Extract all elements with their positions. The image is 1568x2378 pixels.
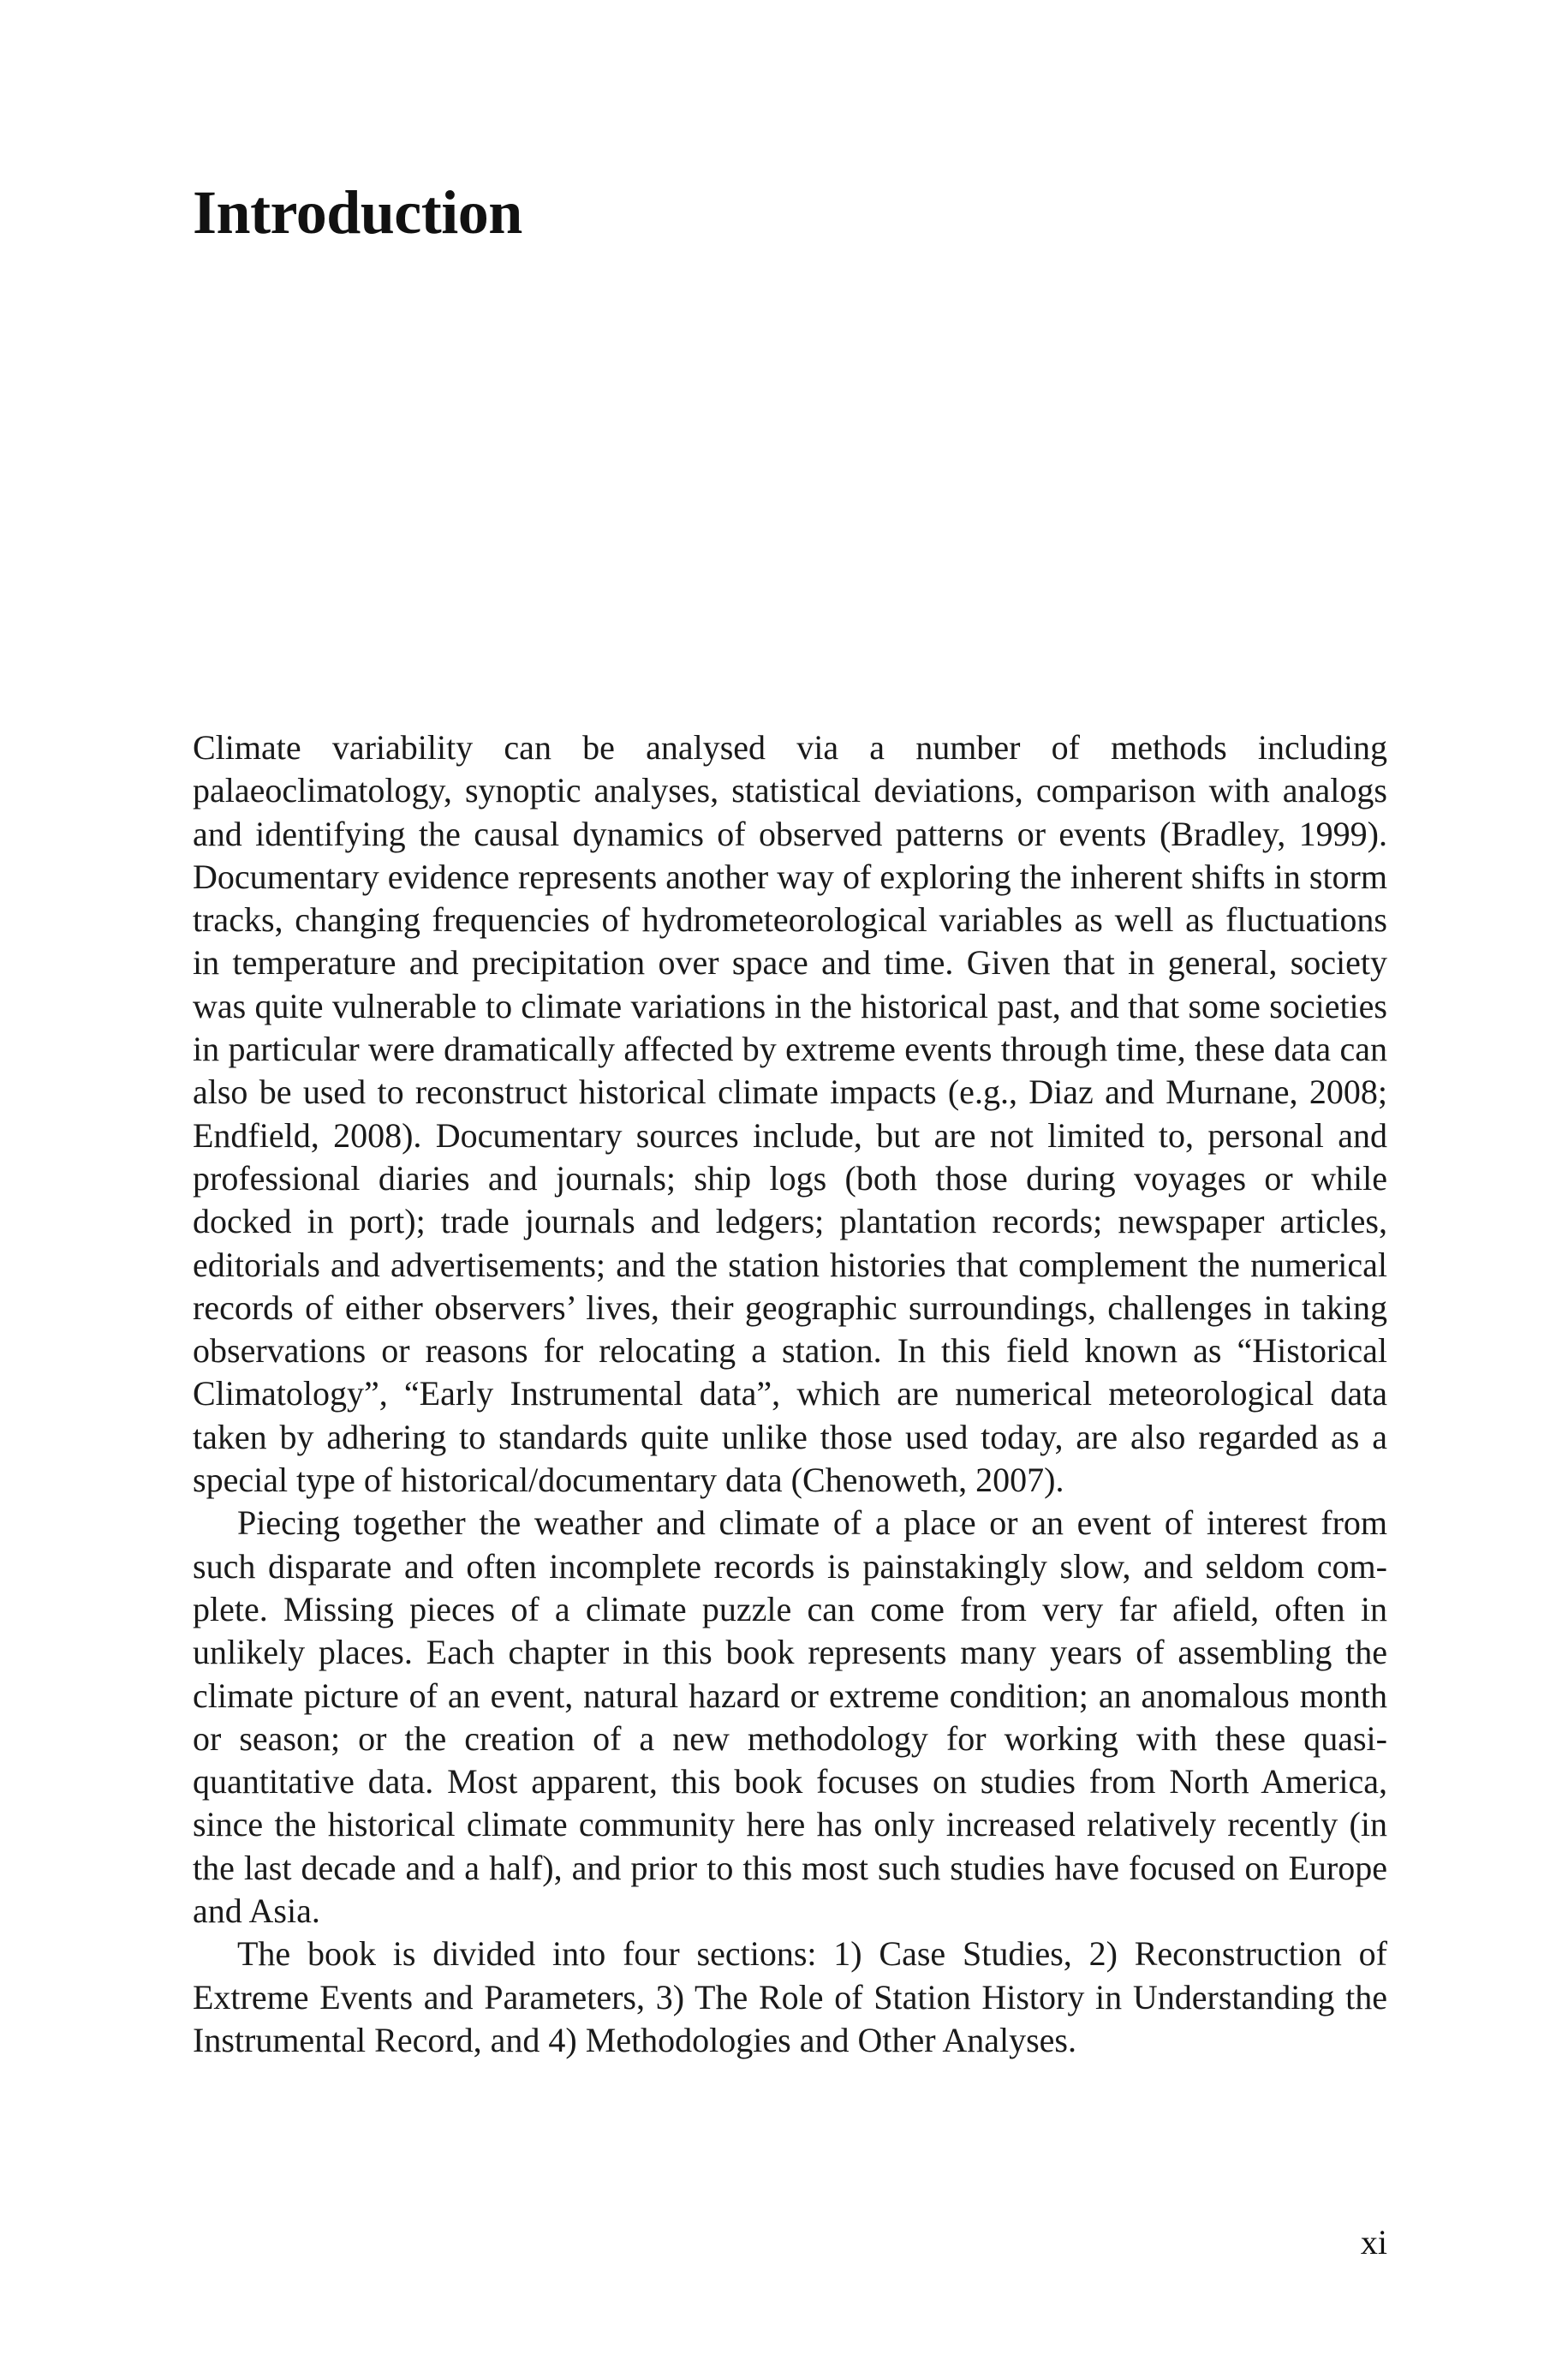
chapter-title: Introduction <box>193 178 522 247</box>
paragraph-3: The book is divided into four sections: 1) Case Studies, 2) Reconstruction of Extreme Events and Parameters, 3) The Role of Station History in Understanding the Instrumental Record, and 4) Methodologies and Other Analyses. <box>193 1934 1387 2059</box>
body-text <box>193 726 1387 2062</box>
paragraph-1: Climate variability can be analysed via a number of methods including palaeoclimatology, synoptic analyses, statistical deviations, comparison with analogs and identifying the causal dynamics of observed patterns or events (Bradley, 1999). Documentary evidence represents another way of exploring the inherent shifts in storm tracks, changing frequencies of hydrometeorological variables as well as fluctuations in temperature and precipitation over space and time. Given that in general, society was quite vulnerable to climate variations in the historical past, and that some societies in particular were dramatically affected by extreme events through time, these data can also be used to reconstruct historical climate impacts (e.g., Diaz and Murnane, 2008; Endfield, 2008). Documentary sources include, but are not limited to, personal and professional diaries and journals; ship logs (both those during voyages or while docked in port); trade journals and ledgers; plantation records; newspaper articles, editorials and advertisements; and the station histories that complement the numerical records of either observers’ lives, their geographic surroundings, challenges in taking observations or reasons for relocating a station. In this field known as “Historical Climatology”, “Early Instrumental data”, which are numerical meteorological data taken by adhering to standards quite unlike those used today, are also regarded as a special type of historical/documentary data (Chenoweth, 2007). <box>193 728 1387 1500</box>
paragraph-2: Piecing together the weather and climate of a place or an event of interest from such disparate and often incomplete records is painstakingly slow, and seldom complete. Missing pieces of a climate puzzle can come from very far afield, often in unlikely places. Each chapter in this book represents many years of assembling the climate picture of an event, natural hazard or extreme condition; an anomalous month or season; or the creation of a new methodology for working with these quasi-quantitative data. Most apparent, this book focuses on studies from North America, since the historical climate community here has only increased relatively recently (in the last decade and a half), and prior to this most such studies have focused on Europe and Asia. <box>193 1503 1387 1931</box>
page-number: xi <box>1360 2223 1387 2261</box>
